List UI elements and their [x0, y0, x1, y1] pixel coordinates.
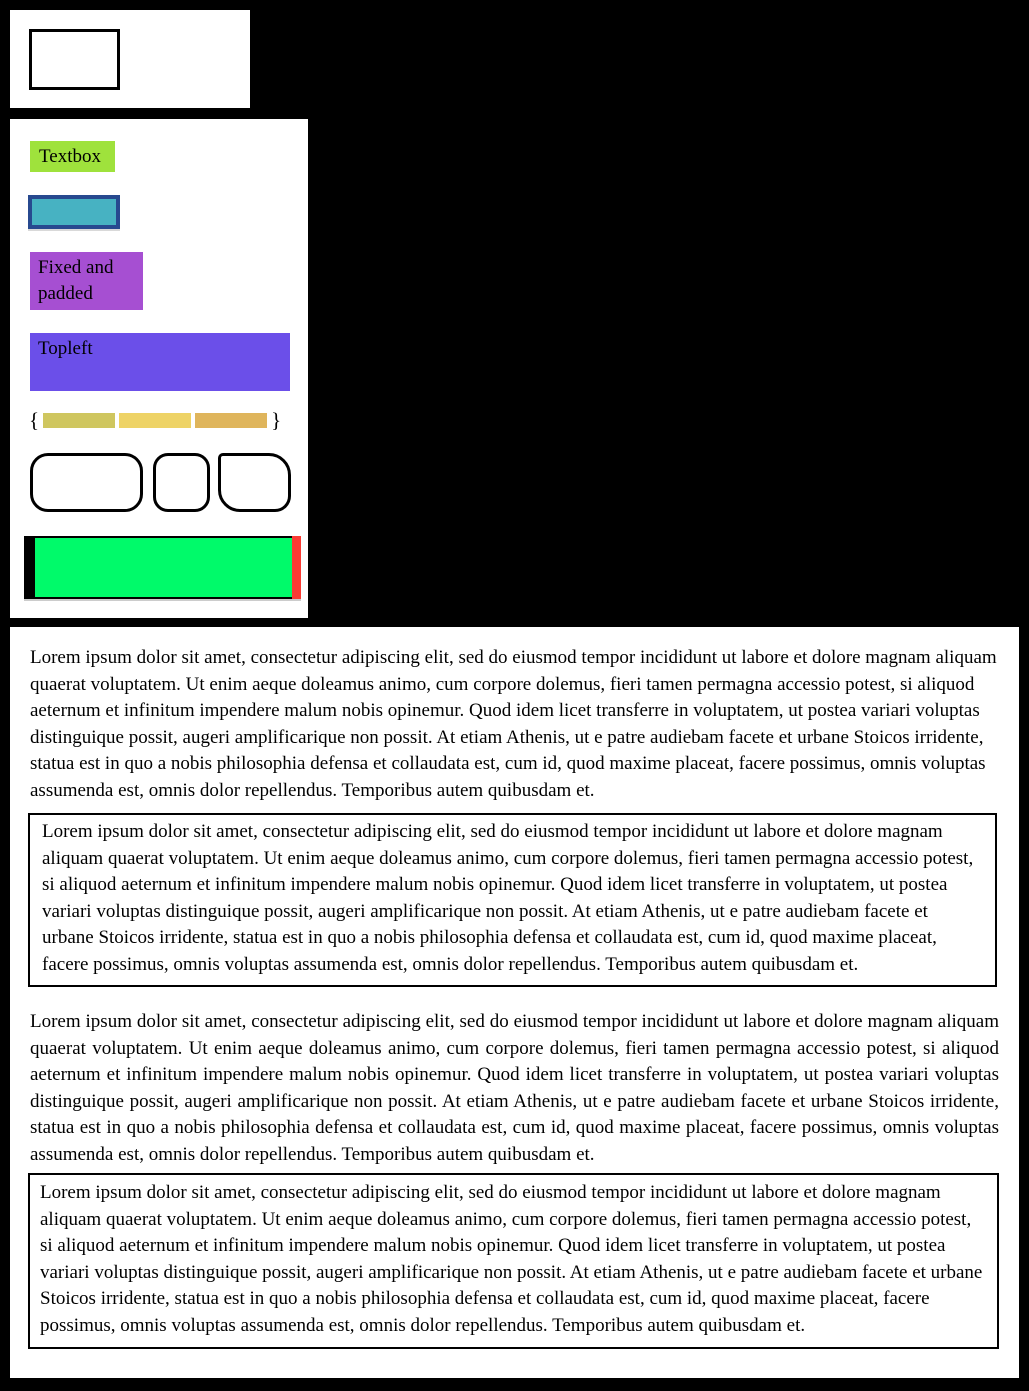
lorem-bordered-box-1 — [28, 813, 997, 987]
open-brace-text: { — [29, 408, 40, 432]
progress-remainder — [292, 536, 301, 599]
lorem-paragraph-bordered-2: Lorem ipsum dolor sit amet, consectetur adipiscing elit, sed do eiusmod tempor incididunt ut labore et dolore magnam aliquam quaerat voluptatem. Ut enim aeque doleamus animo, cum corpore dolemus, fieri tamen permagna accessio potest, si aliquod aeternum et infinitum impendere malum nobis opinemur. Quod idem licet transferre in voluptatem, ut postea variari voluptas distinguique possit, augeri amplificarique non possit. At etiam Athenis, ut e patre audiebam facete et urbane Stoicos irridente, statua est in quo a nobis philosophia defensa et collaudata est, cum id, quod maxime placeat, facere possimus, omnis voluptas assumenda est, omnis dolor repellendus. Temporibus autem quibusdam et. — [40, 1182, 983, 1336]
teal-input-box[interactable] — [28, 195, 120, 229]
close-brace-text: } — [271, 408, 282, 432]
rounded-box-small — [153, 453, 210, 512]
lorem-paragraph-justified: Lorem ipsum dolor sit amet, consectetur adipiscing elit, sed do eiusmod tempor incididunt ut labore et dolore magnam aliquam quaerat voluptatem. Ut enim aeque doleamus animo, cum corpore dolemus, fieri tamen permagna accessio potest, si aliquod aeternum et infinitum impendere malum nobis opinemur. Quod idem licet transferre in voluptatem, ut postea variari voluptas distinguique possit, augeri amplificarique non possit. At etiam Athenis, ut e patre audiebam facete et urbane Stoicos irridente, statua est in quo a nobis philosophia defensa et collaudata est, cum id, quod maxime placeat, facere possimus, omnis voluptas assumenda est, omnis dolor repellendus. Temporibus autem quibusdam et. — [30, 1011, 999, 1165]
fixed-padded-box: Fixed and padded — [30, 252, 143, 310]
inline-bar-2 — [119, 413, 191, 428]
progress-track-segment — [24, 536, 35, 599]
lorem-paragraph-plain: Lorem ipsum dolor sit amet, consectetur adipiscing elit, sed do eiusmod tempor incididunt ut labore et dolore magnam aliquam quaerat voluptatem. Ut enim aeque doleamus animo, cum corpore dolemus, fieri tamen permagna accessio potest, si aliquod aeternum et infinitum impendere malum nobis opinemur. Quod idem licet transferre in voluptatem, ut postea variari voluptas distinguique possit, augeri amplificarique non possit. At etiam Athenis, ut e patre audiebam facete et urbane Stoicos irridente, statua est in quo a nobis philosophia defensa et collaudata est, cum id, quod maxime placeat, facere possimus, omnis voluptas assumenda est, omnis dolor repellendus. Temporibus autem quibusdam et. — [30, 647, 997, 801]
top-canvas-panel — [10, 10, 250, 108]
lorem-bordered-box-2 — [28, 1173, 999, 1349]
topleft-banner: Topleft — [30, 333, 290, 391]
widget-test-panel — [10, 119, 308, 618]
progress-bar — [24, 536, 301, 599]
rounded-box-large — [30, 453, 143, 512]
inline-bar-1 — [43, 413, 115, 428]
lorem-paragraph-bordered-1: Lorem ipsum dolor sit amet, consectetur adipiscing elit, sed do eiusmod tempor incididunt ut labore et dolore magnam aliquam quaerat voluptatem. Ut enim aeque doleamus animo, cum corpore dolemus, fieri tamen permagna accessio potest, si aliquod aeternum et infinitum impendere malum nobis opinemur. Quod idem licet transferre in voluptatem, ut postea variari voluptas distinguique possit, augeri amplificarique non possit. At etiam Athenis, ut e patre audiebam facete et urbane Stoicos irridente, statua est in quo a nobis philosophia defensa et collaudata est, cum id, quod maxime placeat, facere possimus, omnis voluptas assumenda est, omnis dolor repellendus. Temporibus autem quibusdam et. — [42, 821, 974, 975]
outlined-rectangle — [29, 29, 120, 90]
inline-bar-3 — [195, 413, 267, 428]
textbox-widget[interactable]: Textbox — [30, 141, 115, 172]
rounded-box-asymmetric — [218, 453, 291, 512]
progress-fill — [35, 538, 292, 597]
text-content-panel — [10, 627, 1019, 1378]
inline-bar-row — [29, 410, 281, 431]
